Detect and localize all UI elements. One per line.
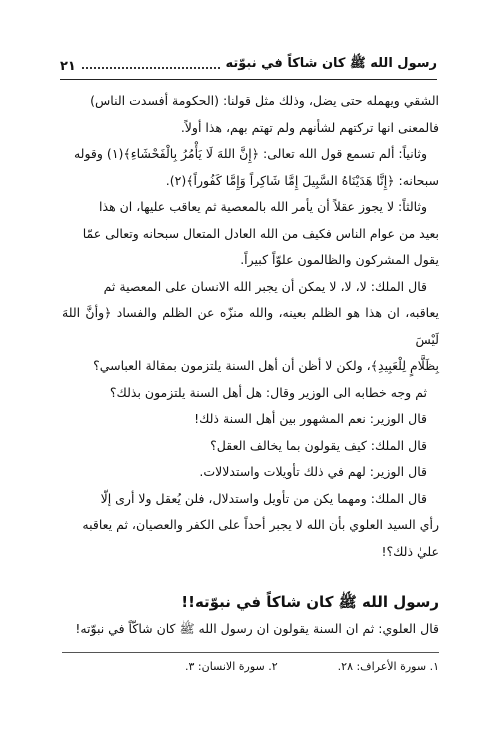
body-line: ثم وجه خطابه الى الوزير وقال: هل أهل السنة يلتزمون بذلك؟ <box>109 384 427 400</box>
body-line: بعيد من عوام الناس فكيف من الله العادل المتعال سبحانه وتعالى عمّا <box>82 225 439 241</box>
footnote-2: ٢. سورة الانسان: ٣. <box>185 660 278 673</box>
body-line: عليٰ ذلك؟! <box>381 543 439 559</box>
footnotes <box>62 660 439 673</box>
running-header <box>60 52 437 74</box>
body-line: بِظَلَّامٍ لِلْعَبِيدِ﴾، ولكن لا أظن أن أهل السنة يلتزمون بمقالة العباسي؟ <box>93 358 439 373</box>
footnote-rule <box>62 652 439 653</box>
body-line: قال الملك: كيف يقولون بما يخالف العقل؟ <box>210 437 427 453</box>
body-line: رأي السيد العلوي بأن الله لا يجبر أحداً على الكفر والعصيان، ثم يعاقبه <box>82 517 439 532</box>
body-line: قال الملك: لا، لا، لا يمكن أن يجبر الله الانسان على المعصية ثم <box>103 278 427 294</box>
body-line: قال الوزير: نعم المشهور بين أهل السنة ذلك! <box>194 411 427 426</box>
body-line: سبحانه: ﴿إِنَّا هَدَيْنَاهُ السَّبِيلَ إِمَّا شَاكِراً وَإِمَّا كَفُوراً﴾(٢). <box>165 172 439 188</box>
section-heading: رسول الله ﷺ كان شاكاً في نبوّته!! <box>181 593 439 611</box>
body-text <box>62 88 439 565</box>
dotted-leader <box>82 67 220 69</box>
body-line: فالمعنى انها تركتهم لشأنهم ولم تهتم بهم، هذا أولاً. <box>180 119 439 135</box>
header-title: رسول الله ﷺ كان شاكاً في نبوّته <box>225 56 437 71</box>
page-number: ٢١ <box>60 59 76 74</box>
section-first-line: قال العلوي: ثم ان السنة يقولون ان رسول الله ﷺ كان شاكّاً في نبوّته! <box>75 621 439 636</box>
body-line: يعاقبه، ان هذا هو الظلم بعينه، والله منزّه عن الظلم والفساد ﴿وأنَّ اللهَ لَيْسَ <box>62 305 439 347</box>
footnote-1: ١. سورة الأعراف: ٢٨. <box>337 660 439 673</box>
body-line: وثانياً: ألم تسمع قول الله تعالى: ﴿إِنَّ اللهَ لَا يَأْمُرُ بِالْفَحْشَاءِ﴾(١) وقوله <box>73 146 427 161</box>
header-rule <box>60 79 437 80</box>
body-line: قال الملك: ومهما يكن من تأويل واستدلال، فلن يُعقل ولا أرى إلّا <box>100 490 427 506</box>
body-line: يقول المشركون والظالمون علوّاً كبيراً. <box>240 252 439 267</box>
body-line: الشقي ويهمله حتى يضل، وذلك مثل قولنا: (الحكومة أفسدت الناس) <box>90 93 439 108</box>
body-line: قال الوزير: لهم في ذلك تأويلات واستدلالات. <box>199 464 427 479</box>
body-line: وثالثاً: لا يجوز عقلاً أن يأمر الله بالمعصية ثم يعاقب عليها، ان هذا <box>99 199 427 214</box>
